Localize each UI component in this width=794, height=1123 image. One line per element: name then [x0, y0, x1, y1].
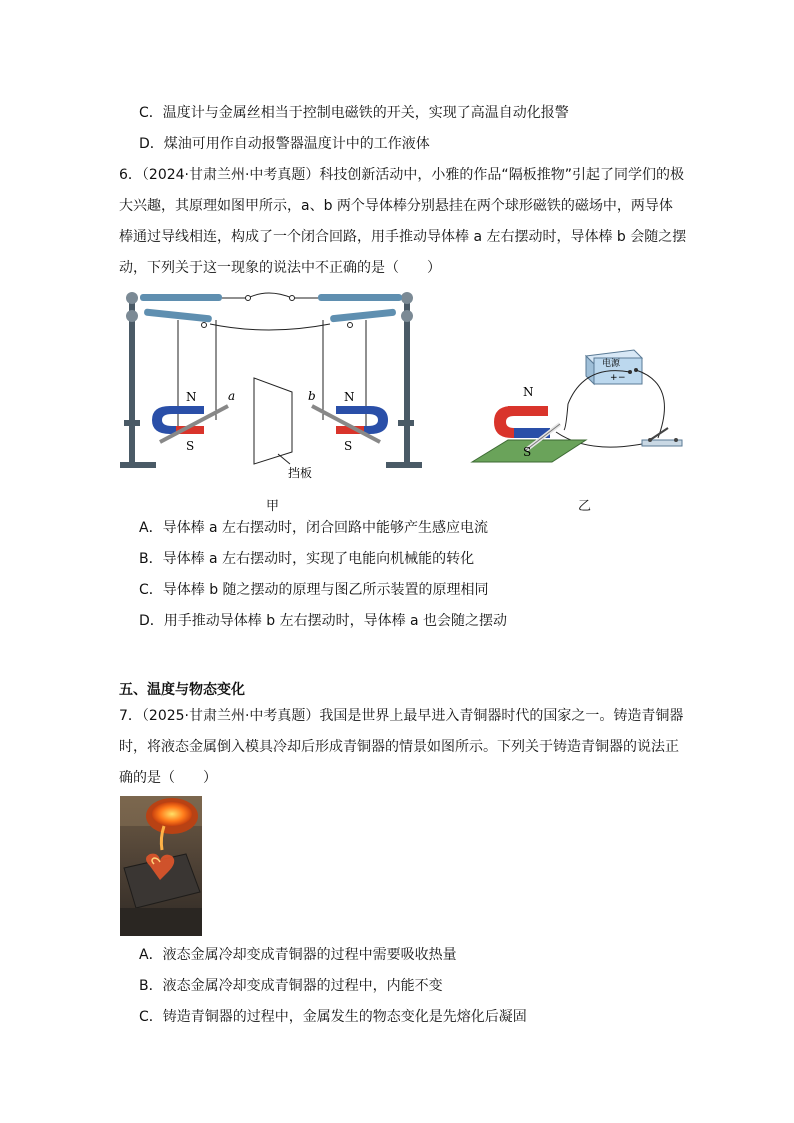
yi-magnet — [494, 406, 550, 438]
yi-magnet-s-label: S — [523, 445, 532, 459]
q7-option-a: A．液态金属冷却变成青铜器的过程中需要吸收热量 — [139, 947, 457, 963]
q6-option-b: B．导体棒 a 左右摆动时，实现了电能向机械能的转化 — [139, 551, 475, 567]
section-heading: 五、温度与物态变化 — [119, 682, 245, 698]
right-magnet-n-label: N — [344, 390, 355, 404]
q7-stem-line2: 时，将液态金属倒入模具冷却后形成青铜器的情景如图所示。下列关于铸造青铜器的说法正 — [119, 739, 679, 755]
q6-stem-line1: 6．（2024·甘肃兰州·中考真题）科技创新活动中，小雅的作品“隔板推物”引起了同学们的极 — [119, 167, 684, 183]
left-magnet-s-label: S — [186, 439, 195, 453]
q7-option-b: B．液态金属冷却变成青铜器的过程中，内能不变 — [139, 978, 443, 994]
rod-b-label: b — [308, 389, 316, 403]
q5-option-d: D．煤油可用作自动报警器温度计中的工作液体 — [139, 136, 430, 152]
baffle — [254, 378, 292, 464]
bronze-casting-photo — [120, 796, 202, 936]
right-magnet-s-label: S — [344, 439, 353, 453]
q5-option-c: C．温度计与金属丝相当于控制电磁铁的开关，实现了高温自动化报警 — [139, 105, 569, 121]
q6-option-c: C．导体棒 b 随之摆动的原理与图乙所示装置的原理相同 — [139, 582, 489, 598]
rod-a-label: a — [228, 389, 236, 403]
right-magnet — [336, 406, 388, 434]
figure-jia — [118, 284, 430, 484]
left-stand — [120, 292, 156, 468]
power-supply-label: 电源 — [602, 359, 621, 369]
q7-stem-line3: 确的是（ ） — [119, 770, 217, 786]
switch — [642, 428, 682, 446]
q7-stem-line1: 7．（2025·甘肃兰州·中考真题）我国是世界上最早进入青铜器时代的国家之一。铸造青铜器 — [119, 708, 684, 724]
power-plus: + — [610, 373, 618, 383]
q6-stem-line2: 大兴趣，其原理如图甲所示，a、b 两个导体棒分别悬挂在两个球形磁铁的磁场中，两导体 — [119, 198, 673, 214]
left-magnet-n-label: N — [186, 390, 197, 404]
q6-stem-line4: 动，下列关于这一现象的说法中不正确的是（ ） — [119, 260, 441, 276]
q6-option-d: D．用手推动导体棒 b 左右摆动时，导体棒 a 也会随之摆动 — [139, 613, 508, 629]
right-stand — [386, 292, 422, 468]
baffle-label: 挡板 — [288, 466, 313, 480]
q7-option-c: C．铸造青铜器的过程中，金属发生的物态变化是先熔化后凝固 — [139, 1009, 527, 1025]
yi-magnet-n-label: N — [523, 385, 534, 399]
figure-jia-caption: 甲 — [266, 499, 280, 514]
q6-stem-line3: 棒通过导线相连，构成了一个闭合回路，用手推动导体棒 a 左右摆动时，导体棒 b 会随之摆 — [119, 229, 687, 245]
figure-yi-caption: 乙 — [578, 499, 592, 514]
figure-yi — [468, 344, 690, 470]
power-supply — [586, 350, 642, 384]
q6-option-a: A．导体棒 a 左右摆动时，闭合回路中能够产生感应电流 — [139, 520, 489, 536]
power-minus: − — [618, 373, 626, 383]
